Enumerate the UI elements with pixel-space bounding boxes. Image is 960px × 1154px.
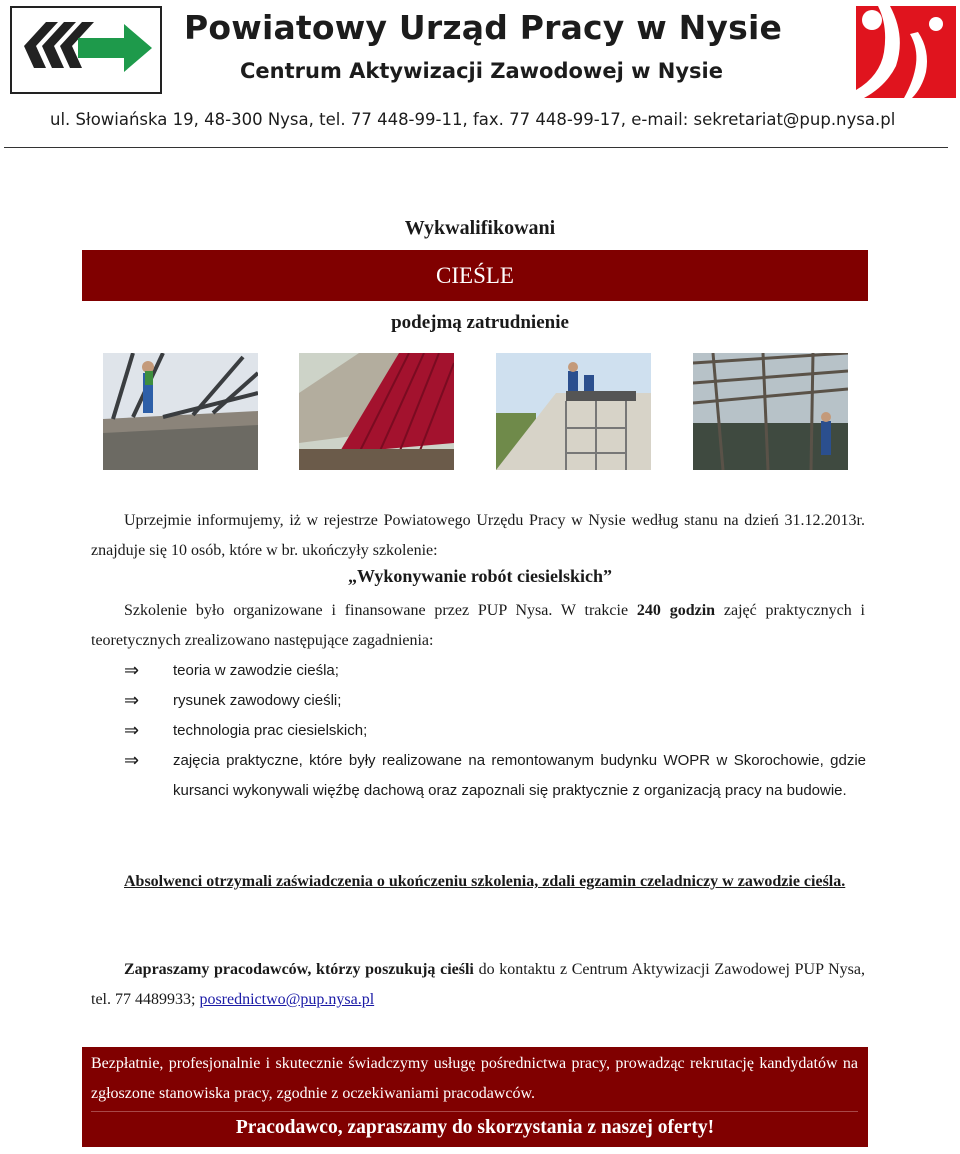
course-title: „Wykonywanie robót ciesielskich” [347,566,612,586]
double-arrow-icon: ⇒ [124,720,140,741]
invite-text: do kontaktu z Centrum Aktywizacji Zawodowej PUP Nysa, tel. 77 4489933; [91,961,865,1008]
intro-text: Uprzejmie informujemy, iż w rejestrze Powiatowego Urzędu Pracy w Nysie według stanu na dzień 31.12.2013r. znajduje się 10 osób, które w br. ukończyły szkolenie: [91,512,865,559]
topic-text: technologia prac ciesielskich; [173,722,368,739]
invite-paragraph [91,955,865,1015]
red-metal-roof-photo [299,353,454,470]
red-figure-mark-icon [856,6,956,98]
invite-bold-text: Zapraszamy pracodawców, którzy poszukują cieśli [124,961,474,978]
arrow-logo-icon [12,8,160,92]
topic-text: zajęcia praktyczne, które były realizowane na remontowanym budynku WOPR w Skorochowie, gdzie kursanci wykonywali więźbę dachową oraz zapoznali się praktycznie z organizacją pracy na budowie. [173,752,866,799]
graduates-text: Absolwenci otrzymali zaświadczenia o ukończeniu szkolenia, zdali egzamin czeladniczy w zawodzie cieśla. [124,873,846,890]
graduates-paragraph [91,867,865,897]
pup-logo [10,6,162,94]
roof-frame-interior-photo [693,353,848,470]
footer-text: Bezpłatnie, profesjonalnie i skutecznie świadczymy usługę pośrednictwa pracy, prowadząc rekrutację kandydatów na zgłoszone stanowiska pracy, zgodnie z oczekiwaniami pracodawców. [91,1055,858,1102]
topic-text: teoria w zawodzie cieśla; [173,662,339,679]
header-divider [4,147,948,148]
org-subtitle: Centrum Aktywizacji Zawodowej w Nysie [240,59,723,83]
training-intro-a: Szkolenie było organizowane i finansowane przez PUP Nysa. W trakcie [124,602,637,619]
list-item [124,686,866,716]
title-banner: CIEŚLE [82,250,868,301]
address-line: ul. Słowiańska 19, 48-300 Nysa, tel. 77 448-99-11, fax. 77 448-99-17, e-mail: sekretariat@pup.nysa.pl [50,110,896,129]
heading-employment: podejmą zatrudnienie [391,312,569,333]
topic-text: rysunek zawodowy cieśli; [173,692,342,709]
training-intro-b: zajęć praktycznych i teoretycznych zrealizowano następujące zagadnienia: [91,602,866,649]
org-name: Powiatowy Urząd Pracy w Nysie [184,8,783,47]
list-item [124,746,866,806]
double-arrow-icon: ⇒ [124,750,140,771]
email-link[interactable]: posrednictwo@pup.nysa.pl [199,991,375,1008]
heading-qualified: Wykwalifikowani [404,217,556,239]
footer-banner [82,1047,868,1147]
footer-cta: Pracodawco, zapraszamy do skorzystania z naszej oferty! [235,1117,715,1138]
double-arrow-icon: ⇒ [124,660,140,681]
training-paragraph [91,596,865,656]
training-hours: 240 godzin [636,602,716,619]
intro-paragraph [91,506,865,566]
topics-list [124,656,866,806]
letterhead [0,0,960,150]
list-item [124,656,866,686]
double-arrow-icon: ⇒ [124,690,140,711]
list-item [124,716,866,746]
scaffolding-workers-photo [496,353,651,470]
roof-truss-worker-photo [103,353,258,470]
